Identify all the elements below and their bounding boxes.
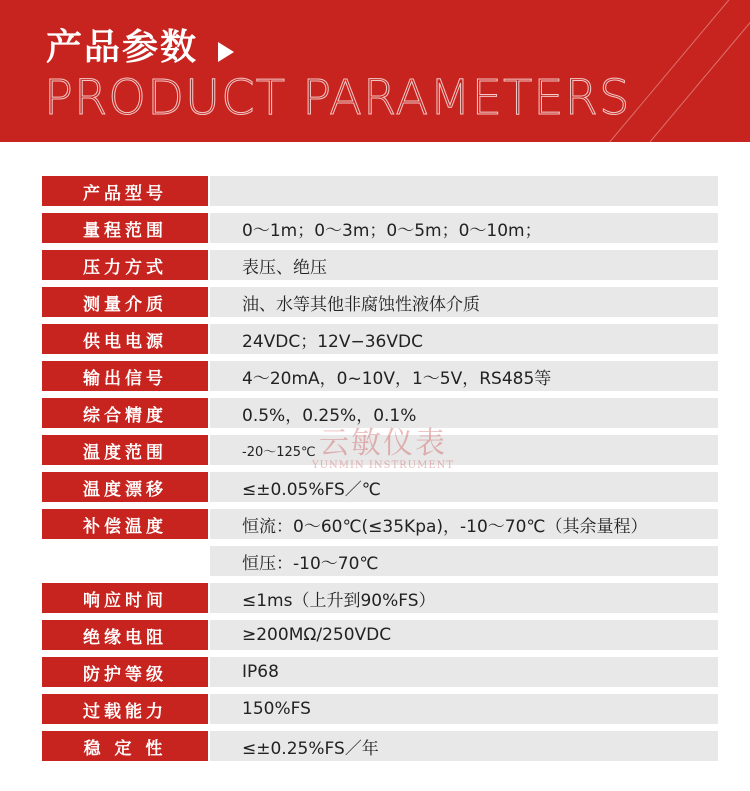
param-label: 绝缘电阻 <box>42 620 208 650</box>
param-value: 0.5%，0.25%，0.1% <box>210 398 718 428</box>
param-value: -20～125℃ <box>210 435 718 465</box>
table-row <box>42 398 718 428</box>
play-arrow-icon <box>218 42 234 62</box>
param-value: ≤±0.25%FS／年 <box>210 731 718 761</box>
table-row <box>42 731 718 761</box>
param-value: 表压、绝压 <box>210 250 718 280</box>
table-row <box>42 509 718 539</box>
param-label: 输出信号 <box>42 361 208 391</box>
table-row <box>42 694 718 724</box>
param-label: 响应时间 <box>42 583 208 613</box>
param-value: 油、水等其他非腐蚀性液体介质 <box>210 287 718 317</box>
table-row <box>42 250 718 280</box>
param-label: 温度范围 <box>42 435 208 465</box>
table-row <box>42 435 718 465</box>
param-label: 量程范围 <box>42 213 208 243</box>
param-label: 供电电源 <box>42 324 208 354</box>
table-row <box>42 472 718 502</box>
header-banner <box>0 0 750 142</box>
table-row <box>42 287 718 317</box>
parameter-table <box>42 176 718 768</box>
param-label: 产品型号 <box>42 176 208 206</box>
table-row <box>42 213 718 243</box>
param-label: 温度漂移 <box>42 472 208 502</box>
param-value: 24VDC；12V−36VDC <box>210 324 718 354</box>
table-row <box>42 176 718 206</box>
table-row <box>42 546 718 576</box>
param-value: 4～20mA，0~10V，1～5V，RS485等 <box>210 361 718 391</box>
param-value: 150%FS <box>210 694 718 724</box>
param-label: 综合精度 <box>42 398 208 428</box>
param-value <box>210 176 718 206</box>
param-label: 补偿温度 <box>42 509 208 539</box>
watermark-en: YUNMIN INSTRUMENT <box>312 460 455 471</box>
param-label: 防护等级 <box>42 657 208 687</box>
param-value: IP68 <box>210 657 718 687</box>
param-label: 压力方式 <box>42 250 208 280</box>
watermark-cn: 云敏仪表 <box>319 426 448 461</box>
table-row <box>42 620 718 650</box>
param-value: 0～1m；0～3m；0～5m；0～10m； <box>210 213 718 243</box>
param-value: 恒流：0～60℃(≤35Kpa)，-10～70℃（其余量程） <box>210 509 718 539</box>
table-row <box>42 583 718 613</box>
table-row <box>42 361 718 391</box>
param-value: ≤1ms（上升到90%FS） <box>210 583 718 613</box>
table-row <box>42 657 718 687</box>
table-row <box>42 324 718 354</box>
param-value: ≤±0.05%FS／℃ <box>210 472 718 502</box>
param-label: 测量介质 <box>42 287 208 317</box>
page-subtitle: PRODUCT PARAMETERS <box>44 70 631 126</box>
param-value: 恒压：-10～70℃ <box>210 546 718 576</box>
param-label: 稳 定 性 <box>42 731 208 761</box>
page-title: 产品参数 <box>46 27 199 68</box>
param-label: 过载能力 <box>42 694 208 724</box>
param-label <box>42 546 208 576</box>
param-value: ≥200MΩ/250VDC <box>210 620 718 650</box>
